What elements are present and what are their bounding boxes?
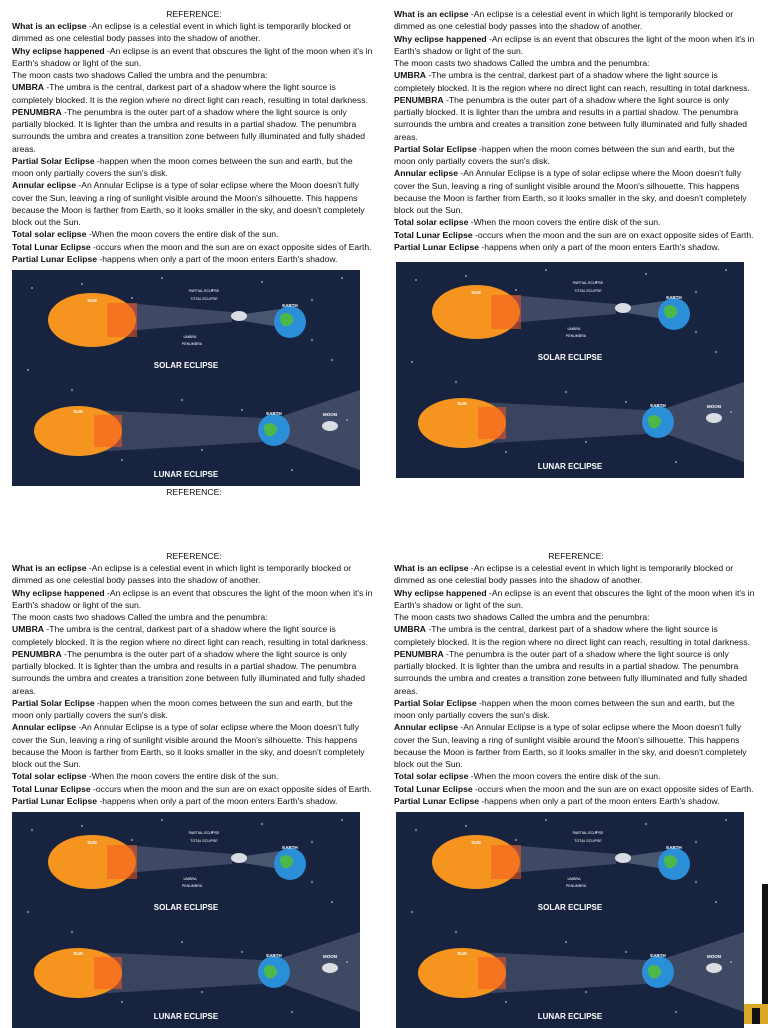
definition-entry — [12, 241, 376, 253]
definition-entry — [12, 721, 376, 770]
definition-entry — [394, 587, 758, 612]
definition-entry — [12, 179, 376, 228]
definition-term: What is an eclipse — [12, 21, 87, 31]
star-icon — [31, 287, 33, 289]
star-icon — [181, 941, 183, 943]
total-eclipse-label: TOTAL ECLIPSE — [574, 839, 602, 843]
earth-label: EARTH — [650, 953, 666, 958]
eclipse-diagram — [12, 812, 360, 1021]
eclipse-diagram — [12, 270, 360, 486]
star-icon — [81, 283, 83, 285]
star-icon — [695, 841, 697, 843]
star-icon — [71, 931, 73, 933]
star-icon — [545, 269, 547, 271]
umbra-label: UMBRA — [183, 877, 197, 881]
sun-glow — [94, 415, 122, 447]
definition-entry — [12, 45, 376, 70]
definition-text: -The umbra is the central, darkest part of a shadow where the light source is completely blocked. It is the region where no direct light can reach, resulting in total darkness. — [394, 70, 750, 93]
reference-panel-bottom-left — [12, 550, 376, 1021]
total-eclipse-label: TOTAL ECLIPSE — [190, 839, 218, 843]
definition-entry — [394, 57, 758, 69]
earth-label: EARTH — [282, 303, 298, 308]
moon-icon — [322, 421, 338, 431]
star-icon — [201, 991, 203, 993]
definition-text: -An Annular Eclipse is a type of solar eclipse where the Moon doesn't fully cover the Sun, leaving a ring of sunlight visible around the Moon's silhouette. This happens because the Moon is farther from Earth, so it looks smaller in the sky, and doesn't completely block out the Sun. — [394, 722, 747, 769]
definition-entry — [394, 721, 758, 770]
moon-icon — [615, 853, 631, 863]
solar-eclipse-heading: SOLAR ECLIPSE — [537, 353, 603, 362]
definition-text: -An Annular Eclipse is a type of solar eclipse where the Moon doesn't fully cover the Sun, leaving a ring of sunlight visible around the Moon's silhouette. This happens because the Moon is farther from Earth, so it looks smaller in the sky, and doesn't completely block out the Sun. — [12, 180, 365, 227]
definition-term: Partial Lunar Eclipse — [12, 795, 98, 806]
moon-icon — [615, 303, 631, 313]
partial-eclipse-label: PARTIAL ECLIPSE — [188, 289, 220, 293]
sun-label: SUN — [457, 401, 467, 406]
definition-term: Total solar eclipse — [394, 217, 469, 228]
entries — [12, 562, 376, 807]
star-icon — [625, 951, 627, 953]
star-icon — [515, 289, 517, 291]
star-icon — [131, 297, 133, 299]
star-icon — [291, 469, 293, 471]
definition-entry — [12, 795, 376, 807]
star-icon — [411, 911, 413, 913]
definition-term: Partial Solar Eclipse — [394, 697, 477, 708]
definition-text: -occurs when the moon and the sun are on exact opposite sides of Earth. — [472, 229, 754, 240]
star-icon — [585, 441, 587, 443]
entries — [12, 20, 376, 265]
sun-label: SUN — [87, 840, 97, 845]
sun-label: SUN — [457, 951, 467, 956]
definition-entry — [394, 795, 758, 807]
definition-term: PENUMBRA — [12, 648, 62, 659]
star-icon — [201, 449, 203, 451]
definition-term: PENUMBRA — [12, 106, 62, 117]
sun-glow — [478, 957, 506, 989]
definition-text: -When the moon covers the entire disk of the sun. — [86, 229, 279, 240]
definition-text: -happen when the moon comes between the sun and earth, but the moon only partially covers the sun's disk. — [12, 697, 353, 720]
star-icon — [645, 823, 647, 825]
earth-label: EARTH — [266, 953, 282, 958]
definition-text: -An eclipse is an event that obscures the light of the moon when it's in Earth's shadow or light of the sun. — [394, 33, 755, 56]
entries — [394, 562, 758, 807]
sun-label: SUN — [73, 409, 83, 414]
definition-entry — [394, 770, 758, 782]
definition-text: -An eclipse is a celestial event in which light is temporarily blocked or dimmed as one celestial body passes into the shadow of another. — [394, 563, 734, 586]
definition-term: Total solar eclipse — [12, 771, 87, 782]
sun-label: SUN — [471, 840, 481, 845]
star-icon — [311, 881, 313, 883]
definition-entry — [12, 228, 376, 240]
definition-term: Why eclipse happened — [394, 33, 487, 44]
star-icon — [311, 841, 313, 843]
lunar-eclipse-heading: LUNAR ECLIPSE — [537, 462, 603, 471]
definition-text: -An eclipse is an event that obscures the light of the moon when it's in Earth's shadow or light of the sun. — [12, 45, 373, 68]
star-icon — [465, 825, 467, 827]
definition-term: UMBRA — [12, 624, 44, 635]
definition-term: Partial Lunar Eclipse — [12, 253, 98, 264]
reference-panel-top-right — [394, 8, 758, 478]
definition-term: What is an eclipse — [394, 563, 469, 573]
definition-entry — [394, 167, 758, 216]
star-icon — [161, 277, 163, 279]
definition-term: Why eclipse happened — [12, 587, 105, 598]
star-icon — [31, 829, 33, 831]
definition-entry — [394, 611, 758, 623]
moon-label: MOON — [707, 954, 721, 959]
definition-term: Total Lunar Eclipse — [12, 241, 91, 252]
definition-entry — [12, 253, 376, 265]
star-icon — [695, 881, 697, 883]
definition-entry — [12, 623, 376, 648]
definition-term: Partial Lunar Eclipse — [394, 241, 480, 252]
definition-term: Partial Solar Eclipse — [12, 155, 95, 166]
star-icon — [121, 1001, 123, 1003]
definition-entry — [12, 106, 376, 155]
total-eclipse-label: TOTAL ECLIPSE — [574, 289, 602, 293]
star-icon — [505, 1001, 507, 1003]
star-icon — [311, 299, 313, 301]
definition-text: -When the moon covers the entire disk of the sun. — [468, 771, 661, 782]
star-icon — [131, 839, 133, 841]
star-icon — [331, 359, 333, 361]
definition-text: -happen when the moon comes between the sun and earth, but the moon only partially covers the sun's disk. — [394, 697, 735, 720]
star-icon — [695, 291, 697, 293]
star-icon — [27, 369, 29, 371]
definition-text: The moon casts two shadows Called the umbra and the penumbra: — [12, 70, 268, 80]
eclipse-diagram — [396, 812, 742, 1021]
definition-entry — [394, 8, 758, 33]
definition-text: -The penumbra is the outer part of a shadow where the light source is only partially blocked. It is lighter than the umbra and results in a partial shadow. The penumbra surrounds the umbra and creates a transition zone between fully illuminated and fully shaded areas. — [394, 94, 748, 142]
reference-panel-top-left — [12, 8, 376, 498]
definition-text: -happens when only a part of the moon enters Earth's shadow. — [97, 253, 338, 264]
penumbra-label: PENUMBRA — [181, 342, 203, 346]
solar-eclipse-heading: SOLAR ECLIPSE — [153, 903, 219, 912]
moon-icon — [706, 413, 722, 423]
star-icon — [161, 819, 163, 821]
definition-entry — [12, 81, 376, 106]
definition-entry — [394, 69, 758, 94]
definition-term: PENUMBRA — [394, 94, 444, 105]
sun-glow — [107, 303, 137, 337]
edge-mark — [762, 884, 768, 1024]
earth-label: EARTH — [666, 295, 682, 300]
definition-text: -happen when the moon comes between the sun and earth, but the moon only partially covers the sun's disk. — [394, 143, 735, 166]
definition-entry — [12, 20, 376, 45]
lunar-eclipse-heading: LUNAR ECLIPSE — [153, 1012, 219, 1021]
star-icon — [71, 389, 73, 391]
definition-entry — [12, 69, 376, 81]
solar-eclipse-heading: SOLAR ECLIPSE — [153, 361, 219, 370]
penumbra-label: PENUMBRA — [181, 884, 203, 888]
star-icon — [415, 829, 417, 831]
lunar-eclipse-heading: LUNAR ECLIPSE — [153, 470, 219, 479]
star-icon — [331, 901, 333, 903]
moon-label: MOON — [323, 412, 337, 417]
definition-text: -When the moon covers the entire disk of the sun. — [86, 771, 279, 782]
sun-glow — [94, 957, 122, 989]
star-icon — [261, 281, 263, 283]
reference-heading: REFERENCE: — [166, 9, 222, 19]
definition-text: -happens when only a part of the moon enters Earth's shadow. — [479, 795, 720, 806]
definition-entry — [12, 783, 376, 795]
definition-entry — [394, 697, 758, 722]
sun-glow — [478, 407, 506, 439]
earth-label: EARTH — [282, 845, 298, 850]
definition-text: -An Annular Eclipse is a type of solar eclipse where the Moon doesn't fully cover the Sun, leaving a ring of sunlight visible around the Moon's silhouette. This happens because the Moon is farther from Earth, so it looks smaller in the sky, and doesn't completely block out the Sun. — [394, 168, 747, 215]
sun-glow — [107, 845, 137, 879]
definition-entry — [394, 562, 758, 587]
definition-text: -An Annular Eclipse is a type of solar eclipse where the Moon doesn't fully cover the Sun, leaving a ring of sunlight visible around the Moon's silhouette. This happens because the Moon is farther from Earth, so it looks smaller in the sky, and doesn't completely block out the Sun. — [12, 722, 365, 769]
umbra-label: UMBRA — [567, 877, 581, 881]
definition-term: Partial Lunar Eclipse — [394, 795, 480, 806]
partial-eclipse-label: PARTIAL ECLIPSE — [572, 281, 604, 285]
star-icon — [505, 451, 507, 453]
definition-text: -An eclipse is a celestial event in which light is temporarily blocked or dimmed as one celestial body passes into the shadow of another. — [394, 9, 734, 32]
star-icon — [725, 819, 727, 821]
definition-text: -An eclipse is a celestial event in which light is temporarily blocked or dimmed as one celestial body passes into the shadow of another. — [12, 563, 352, 586]
definition-text: -happen when the moon comes between the sun and earth, but the moon only partially covers the sun's disk. — [12, 155, 353, 178]
moon-label: MOON — [707, 404, 721, 409]
total-eclipse-label: TOTAL ECLIPSE — [190, 297, 218, 301]
reference-heading: REFERENCE: — [166, 551, 222, 561]
definition-entry — [12, 770, 376, 782]
definition-entry — [394, 94, 758, 143]
solar-eclipse-heading: SOLAR ECLIPSE — [537, 903, 603, 912]
star-icon — [341, 277, 343, 279]
star-icon — [675, 461, 677, 463]
sun-label: SUN — [471, 290, 481, 295]
definition-entry — [12, 611, 376, 623]
definition-entry — [394, 783, 758, 795]
star-icon — [241, 951, 243, 953]
star-icon — [311, 339, 313, 341]
definition-entry — [12, 155, 376, 180]
definition-text: -When the moon covers the entire disk of the sun. — [468, 217, 661, 228]
penumbra-label: PENUMBRA — [565, 884, 587, 888]
star-icon — [465, 275, 467, 277]
definition-term: Total Lunar Eclipse — [12, 783, 91, 794]
definition-term: Annular eclipse — [394, 168, 458, 179]
definition-text: The moon casts two shadows Called the umbra and the penumbra: — [12, 612, 268, 622]
star-icon — [695, 331, 697, 333]
umbra-label: UMBRA — [567, 327, 581, 331]
moon-icon — [706, 963, 722, 973]
moon-icon — [322, 963, 338, 973]
definition-term: What is an eclipse — [394, 9, 469, 19]
earth-label: EARTH — [266, 411, 282, 416]
definition-text: -The umbra is the central, darkest part of a shadow where the light source is completely blocked. It is the region where no direct light can reach, resulting in total darkness. — [12, 624, 368, 647]
definition-entry — [394, 216, 758, 228]
definition-term: UMBRA — [394, 70, 426, 81]
star-icon — [81, 825, 83, 827]
star-icon — [725, 269, 727, 271]
lunar-eclipse-heading: LUNAR ECLIPSE — [537, 1012, 603, 1021]
definition-term: Total Lunar Eclipse — [394, 783, 473, 794]
definition-term: Annular eclipse — [394, 722, 458, 733]
definition-text: -The penumbra is the outer part of a shadow where the light source is only partially blocked. It is lighter than the umbra and results in a partial shadow. The penumbra surrounds the umbra and creates a transition zone between fully illuminated and fully shaded areas. — [12, 648, 366, 696]
earth-label: EARTH — [666, 845, 682, 850]
definition-text: -occurs when the moon and the sun are on exact opposite sides of Earth. — [472, 783, 754, 794]
partial-eclipse-label: PARTIAL ECLIPSE — [572, 831, 604, 835]
definition-text: -happens when only a part of the moon enters Earth's shadow. — [97, 795, 338, 806]
moon-label: MOON — [323, 954, 337, 959]
definition-entry — [394, 648, 758, 697]
star-icon — [515, 839, 517, 841]
definition-term: Why eclipse happened — [394, 587, 487, 598]
definition-text: The moon casts two shadows Called the umbra and the penumbra: — [394, 612, 650, 622]
star-icon — [241, 409, 243, 411]
star-icon — [291, 1011, 293, 1013]
definition-text: -An eclipse is an event that obscures the light of the moon when it's in Earth's shadow or light of the sun. — [394, 587, 755, 610]
earth-label: EARTH — [650, 403, 666, 408]
definition-term: Partial Solar Eclipse — [12, 697, 95, 708]
star-icon — [455, 381, 457, 383]
definition-text: -An eclipse is an event that obscures the light of the moon when it's in Earth's shadow or light of the sun. — [12, 587, 373, 610]
star-icon — [455, 931, 457, 933]
moon-icon — [231, 311, 247, 321]
definition-text: -occurs when the moon and the sun are on exact opposite sides of Earth. — [90, 241, 372, 252]
definition-entry — [12, 587, 376, 612]
star-icon — [415, 279, 417, 281]
edge-tab-icon — [744, 1004, 768, 1024]
definition-term: Annular eclipse — [12, 722, 76, 733]
definition-text: -The umbra is the central, darkest part of a shadow where the light source is completely blocked. It is the region where no direct light can reach, resulting in total darkness. — [12, 82, 368, 105]
definition-entry — [12, 562, 376, 587]
star-icon — [27, 911, 29, 913]
star-icon — [411, 361, 413, 363]
definition-term: Why eclipse happened — [12, 45, 105, 56]
eclipse-diagram — [396, 262, 742, 478]
star-icon — [121, 459, 123, 461]
star-icon — [715, 351, 717, 353]
definition-term: Total solar eclipse — [12, 229, 87, 240]
sun-glow — [491, 295, 521, 329]
entries — [394, 8, 758, 253]
partial-eclipse-label: PARTIAL ECLIPSE — [188, 831, 220, 835]
definition-term: Partial Solar Eclipse — [394, 143, 477, 154]
definition-text: -The umbra is the central, darkest part of a shadow where the light source is completely blocked. It is the region where no direct light can reach, resulting in total darkness. — [394, 624, 750, 647]
sun-label: SUN — [73, 951, 83, 956]
definition-entry — [394, 33, 758, 58]
star-icon — [625, 401, 627, 403]
reference-heading: REFERENCE: — [548, 551, 604, 561]
definition-text: -The penumbra is the outer part of a shadow where the light source is only partially blocked. It is lighter than the umbra and results in a partial shadow. The penumbra surrounds the umbra and creates a transition zone between fully illuminated and fully shaded areas. — [12, 106, 366, 154]
definition-text: -happens when only a part of the moon enters Earth's shadow. — [479, 241, 720, 252]
definition-term: Annular eclipse — [12, 180, 76, 191]
reference-panel-bottom-right — [394, 550, 758, 1021]
star-icon — [585, 991, 587, 993]
penumbra-label: PENUMBRA — [565, 334, 587, 338]
star-icon — [645, 273, 647, 275]
definition-text: The moon casts two shadows Called the umbra and the penumbra: — [394, 58, 650, 68]
definition-term: Total solar eclipse — [394, 771, 469, 782]
star-icon — [341, 819, 343, 821]
definition-entry — [394, 143, 758, 168]
definition-text: -An eclipse is a celestial event in which light is temporarily blocked or dimmed as one celestial body passes into the shadow of another. — [12, 21, 352, 44]
definition-entry — [394, 623, 758, 648]
umbra-label: UMBRA — [183, 335, 197, 339]
definition-term: UMBRA — [12, 82, 44, 93]
definition-term: PENUMBRA — [394, 648, 444, 659]
definition-entry — [394, 241, 758, 253]
sun-label: SUN — [87, 298, 97, 303]
star-icon — [545, 819, 547, 821]
definition-text: -occurs when the moon and the sun are on exact opposite sides of Earth. — [90, 783, 372, 794]
star-icon — [565, 941, 567, 943]
star-icon — [181, 399, 183, 401]
definition-text: -The penumbra is the outer part of a shadow where the light source is only partially blocked. It is lighter than the umbra and results in a partial shadow. The penumbra surrounds the umbra and creates a transition zone between fully illuminated and fully shaded areas. — [394, 648, 748, 696]
definition-term: What is an eclipse — [12, 563, 87, 573]
sun-glow — [491, 845, 521, 879]
star-icon — [261, 823, 263, 825]
definition-entry — [394, 229, 758, 241]
star-icon — [565, 391, 567, 393]
star-icon — [715, 901, 717, 903]
moon-icon — [231, 853, 247, 863]
definition-entry — [12, 697, 376, 722]
reference-heading-below: REFERENCE: — [166, 487, 222, 497]
definition-entry — [12, 648, 376, 697]
star-icon — [675, 1011, 677, 1013]
definition-term: UMBRA — [394, 624, 426, 635]
definition-term: Total Lunar Eclipse — [394, 229, 473, 240]
